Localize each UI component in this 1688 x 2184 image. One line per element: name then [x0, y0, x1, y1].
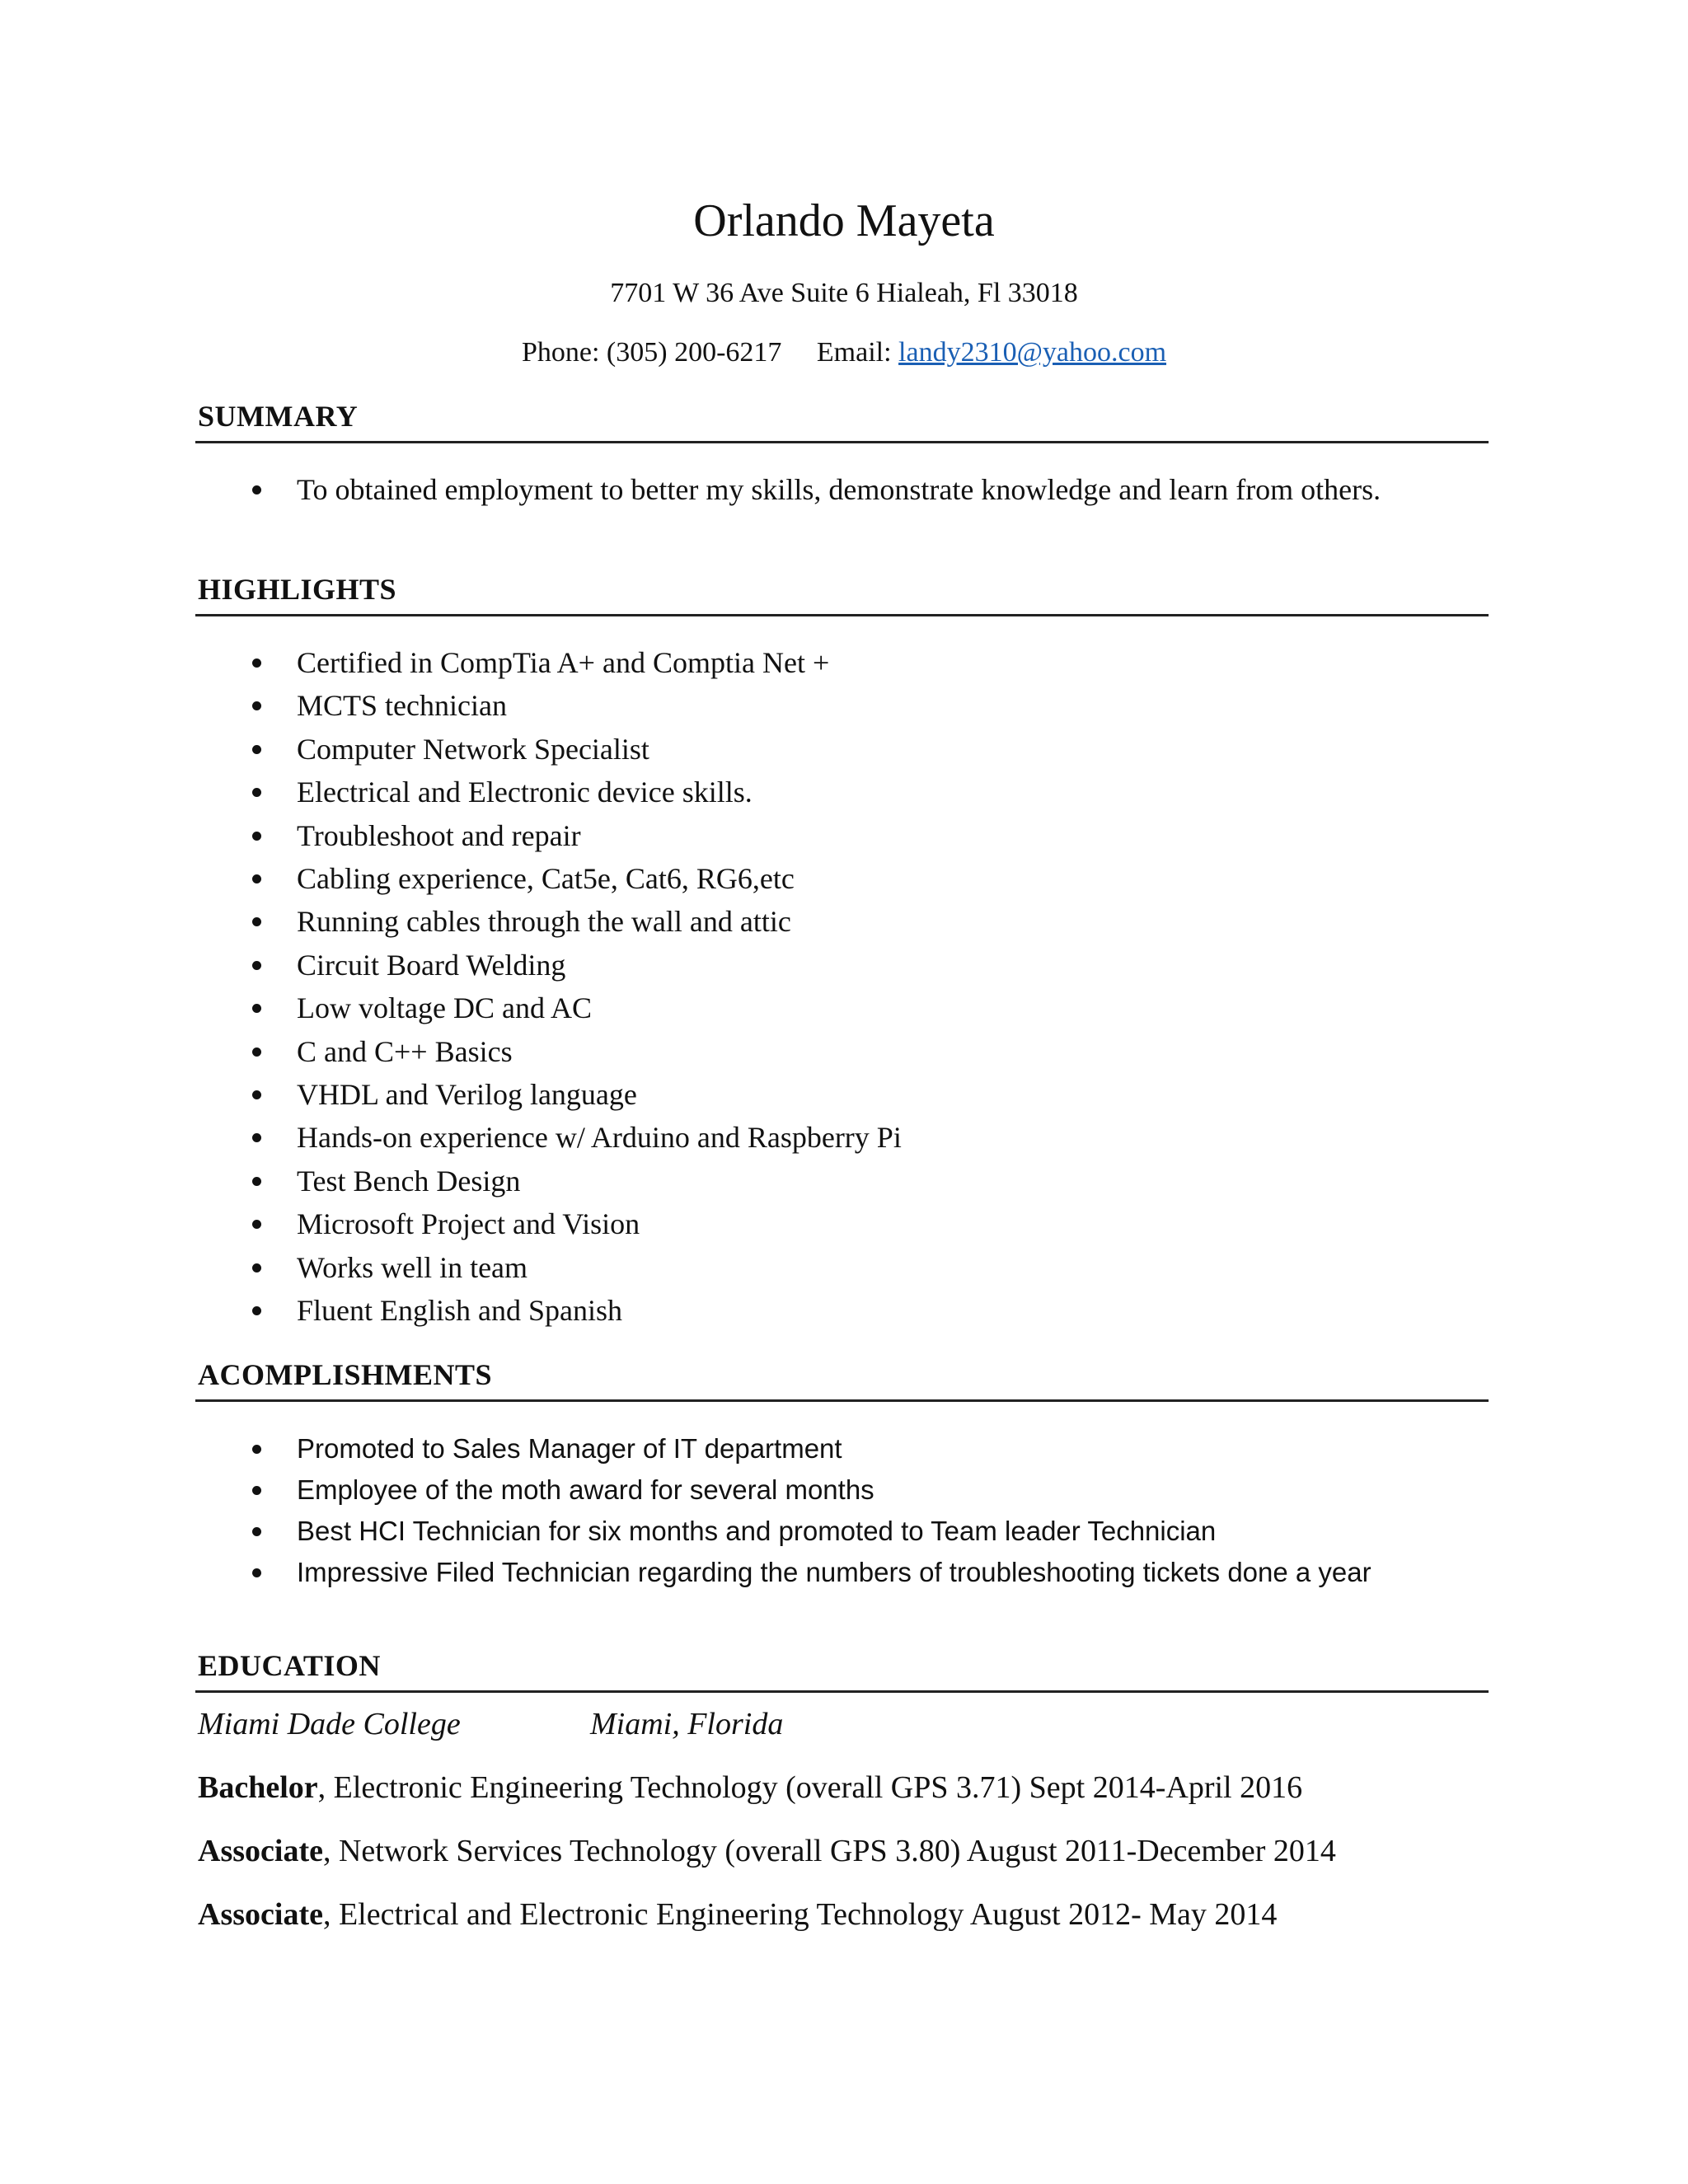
highlights-divider — [195, 614, 1489, 616]
list-item: Promoted to Sales Manager of IT department — [198, 1428, 1484, 1469]
list-item: Test Bench Design — [198, 1160, 1484, 1202]
candidate-name: Orlando Mayeta — [693, 195, 995, 246]
list-item: Circuit Board Welding — [198, 944, 1484, 987]
list-item: Troubleshoot and repair — [198, 814, 1484, 857]
list-item: MCTS technician — [198, 684, 1484, 727]
list-item: To obtained employment to better my skills, demonstrate knowledge and learn from others. — [198, 470, 1484, 509]
summary-heading: SUMMARY — [198, 400, 359, 433]
list-item: Low voltage DC and AC — [198, 987, 1484, 1029]
list-item: Best HCI Technician for six months and promoted to Team leader Technician — [198, 1511, 1484, 1552]
school-name: Miami Dade College — [198, 1707, 461, 1741]
list-item: Fluent English and Spanish — [198, 1289, 1484, 1332]
accomplishments-list — [198, 1428, 1484, 1593]
degree-entry — [198, 1831, 1517, 1871]
list-item: Electrical and Electronic device skills. — [198, 771, 1484, 813]
degree-level: Bachelor — [198, 1770, 318, 1805]
degree-level: Associate — [198, 1834, 323, 1868]
list-item: Employee of the moth award for several months — [198, 1469, 1484, 1511]
accomplishments-divider — [195, 1399, 1489, 1402]
degree-level: Associate — [198, 1897, 323, 1932]
list-item: VHDL and Verilog language — [198, 1073, 1484, 1116]
degree-detail: , Electrical and Electronic Engineering Technology August 2012- May 2014 — [322, 1897, 1278, 1932]
education-heading: EDUCATION — [198, 1649, 381, 1682]
accomplishments-heading: ACOMPLISHMENTS — [198, 1358, 493, 1391]
email-label: Email: — [816, 337, 892, 368]
list-item: Cabling experience, Cat5e, Cat6, RG6,etc — [198, 857, 1484, 900]
list-item: Hands-on experience w/ Arduino and Raspberry Pi — [198, 1116, 1484, 1159]
summary-divider — [195, 441, 1489, 443]
education-divider — [195, 1690, 1489, 1693]
degree-detail: , Network Services Technology (overall GPS 3.80) August 2011-December 2014 — [322, 1834, 1336, 1868]
candidate-address: 7701 W 36 Ave Suite 6 Hialeah, Fl 33018 — [610, 278, 1078, 308]
degree-entry — [198, 1895, 1517, 1934]
list-item: Computer Network Specialist — [198, 728, 1484, 771]
list-item: C and C++ Basics — [198, 1030, 1484, 1073]
phone-number: (305) 200-6217 — [606, 337, 782, 368]
list-item: Running cables through the wall and attic — [198, 900, 1484, 943]
phone-label: Phone: — [521, 337, 600, 368]
list-item: Impressive Filed Technician regarding the numbers of troubleshooting tickets done a year — [198, 1552, 1484, 1593]
degree-entry — [198, 1768, 1517, 1807]
school-line — [198, 1704, 784, 1744]
email-link[interactable]: landy2310@yahoo.com — [898, 337, 1167, 368]
list-item: Microsoft Project and Vision — [198, 1202, 1484, 1245]
list-item: Certified in CompTia A+ and Comptia Net + — [198, 641, 1484, 684]
highlights-heading: HIGHLIGHTS — [198, 573, 397, 606]
degree-detail: , Electronic Engineering Technology (overall GPS 3.71) Sept 2014-April 2016 — [317, 1770, 1303, 1805]
summary-list — [198, 470, 1484, 509]
school-location: Miami, Florida — [590, 1707, 784, 1741]
list-item: Works well in team — [198, 1246, 1484, 1289]
highlights-list — [198, 641, 1484, 1333]
contact-line — [0, 335, 1688, 371]
